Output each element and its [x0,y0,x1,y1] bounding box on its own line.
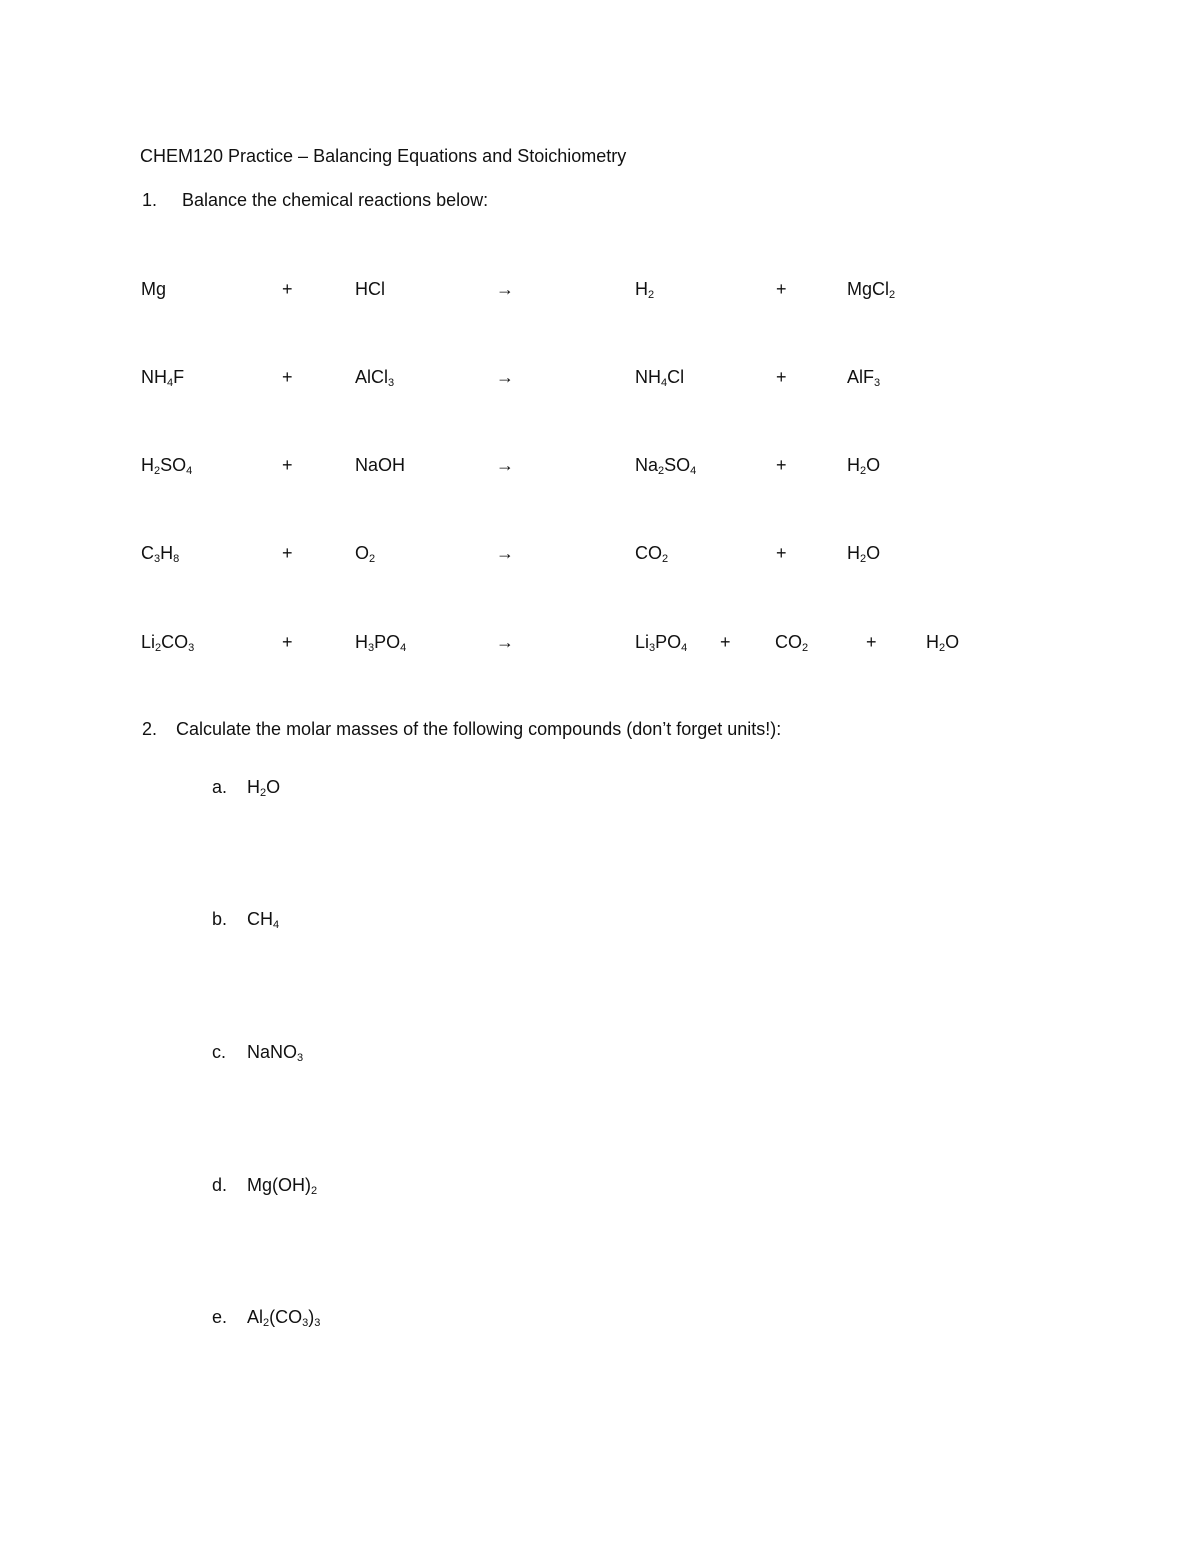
reaction-arrow: → [496,455,514,475]
plus-sign: + [282,367,293,387]
question-1-prompt: Balance the chemical reactions below: [182,190,489,210]
chemical-formula: $C_3H_8$ [141,543,180,565]
chemical-formula: AlF$_3$ [847,367,881,389]
item-letter: a. [212,777,228,797]
reaction-arrow: → [496,367,514,387]
chemical-formula: $CO_2$ [635,543,669,565]
chemical-formula: $Li_2CO_3$ [141,632,195,654]
item-letter: e. [212,1307,228,1327]
question-1-number: 1. [142,190,158,210]
compound-formula: $Al_2(CO_3)_3$ [247,1307,321,1329]
chemical-formula: $CO_2$ [775,632,809,654]
chemical-formula: $NH_4Cl$ [635,367,685,389]
chemical-formula: MgCl$_2$ [847,279,896,301]
question-2-prompt: Calculate the molar masses of the following compounds (don’t forget units!): [176,719,782,739]
chemical-formula: $Li_3PO_4$ [635,632,688,654]
reaction-arrow: → [496,279,514,299]
plus-sign: + [776,543,787,563]
plus-sign: + [282,455,293,475]
compound-formula: $CH_4$ [247,909,280,931]
reaction-arrow: → [496,632,514,652]
chemical-formula: $H_2SO_4$ [141,455,193,477]
plus-sign: + [282,543,293,563]
chemical-formula: $Na_2SO_4$ [635,455,697,477]
plus-sign: + [720,632,731,652]
chemical-formula: Mg [141,279,167,299]
chemical-formula: AlCl$_3$ [355,367,395,389]
chemical-formula: $H_2O$ [926,632,960,654]
compound-formula: $Mg(OH)_2$ [247,1175,318,1197]
compound-formula: $H_2O$ [247,777,281,799]
plus-sign: + [282,632,293,652]
chemical-formula: $NH_4F$ [141,367,185,389]
plus-sign: + [776,367,787,387]
plus-sign: + [866,632,877,652]
chemical-formula: HCl [355,279,385,299]
reaction-arrow: → [496,543,514,563]
chemical-formula: $H_2$ [635,279,655,301]
question-2-number: 2. [142,719,158,739]
chemical-formula: $H_2O$ [847,543,881,565]
item-letter: d. [212,1175,228,1195]
plus-sign: + [282,279,293,299]
plus-sign: + [776,279,787,299]
chemical-formula: $H_2O$ [847,455,881,477]
chemical-formula: $O_2$ [355,543,376,565]
item-letter: b. [212,909,228,929]
compound-formula: NaNO$_3$ [247,1042,304,1064]
chemical-formula: NaOH [355,455,406,475]
plus-sign: + [776,455,787,475]
page-title: CHEM120 Practice – Balancing Equations and Stoichiometry [140,146,627,166]
chemical-formula: $H_3PO_4$ [355,632,407,654]
item-letter: c. [212,1042,227,1062]
